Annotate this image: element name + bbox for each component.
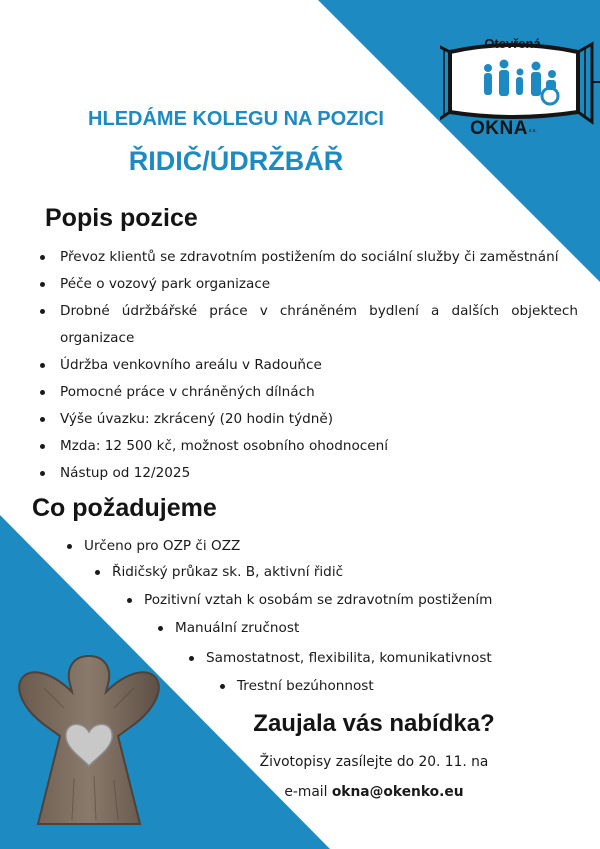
list-item: Řidičský průkaz sk. B, aktivní řidič — [94, 559, 343, 586]
headline: HLEDÁME KOLEGU NA POZICI — [88, 108, 384, 130]
logo-bottom-text: OKNA — [470, 118, 528, 139]
position-title: ŘIDIČ/ÚDRŽBÁŘ — [128, 146, 344, 176]
list-item: Údržba venkovního areálu v Radouňce — [38, 352, 578, 379]
email-link[interactable]: okna@okenko.eu — [331, 784, 464, 800]
cta-title: Zaujala vás nabídka? — [253, 710, 495, 737]
wooden-angel-with-heart-icon — [14, 648, 164, 838]
list-item: Výše úvazku: zkrácený (20 hodin týdně) — [38, 406, 578, 433]
list-item: Péče o vozový park organizace — [38, 271, 578, 298]
cta-deadline: Životopisy zasílejte do 20. 11. na — [259, 754, 489, 770]
list-item: Převoz klientů se zdravotním postižením do sociální služby či zaměstnání — [38, 244, 578, 271]
logo-top-text: Otevřená — [484, 36, 541, 51]
list-item: Nástup od 12/2025 — [38, 460, 578, 487]
cta-email-line — [0, 784, 600, 800]
list-item: Určeno pro OZP či OZZ — [66, 533, 240, 560]
logo-suffix: z.s. — [529, 128, 537, 134]
list-item: Pomocné práce v chráněných dílnách — [38, 379, 578, 406]
description-list — [38, 244, 578, 487]
list-item: Mzda: 12 500 kč, možnost osobního ohodnocení — [38, 433, 578, 460]
requirements-title: Co požadujeme — [32, 494, 217, 522]
email-prefix: e-mail — [284, 784, 328, 800]
description-title: Popis pozice — [45, 204, 198, 232]
list-item: Trestní bezúhonnost — [219, 673, 374, 700]
list-item: Drobné údržbářské práce v chráněném bydlení a dalších objektech organizace — [38, 298, 578, 352]
list-item: Pozitivní vztah k osobám se zdravotním postižením — [126, 587, 492, 614]
list-item: Manuální zručnost — [157, 615, 299, 642]
list-item: Samostatnost, flexibilita, komunikativnost — [188, 645, 492, 672]
